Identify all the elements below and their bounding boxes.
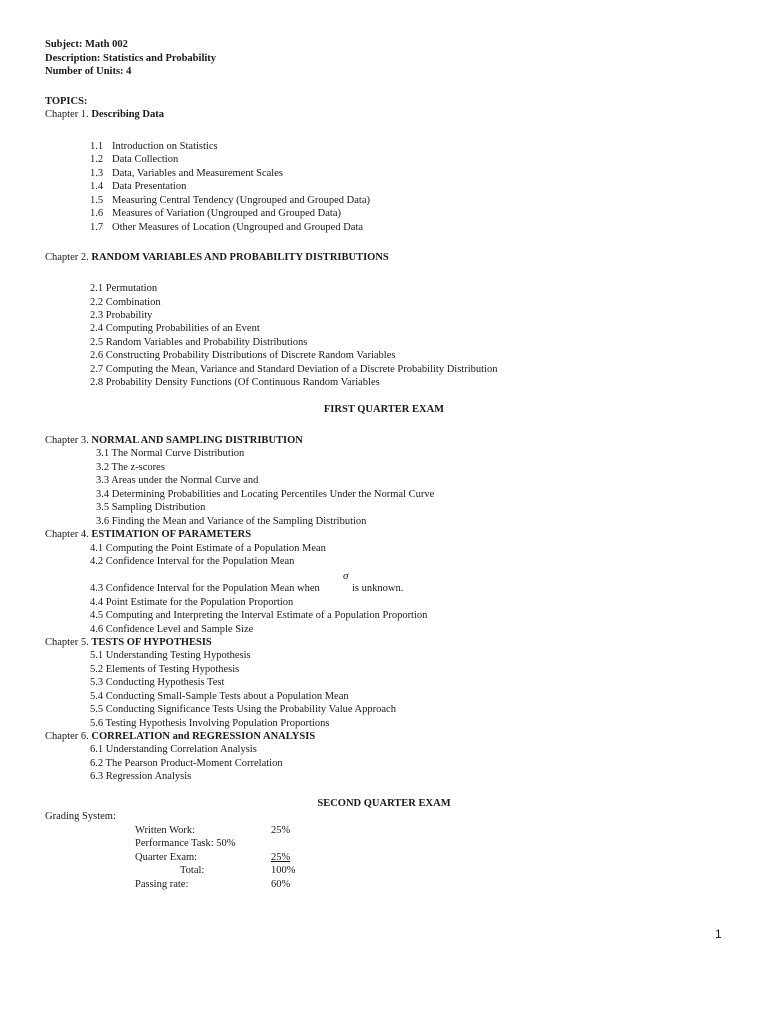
passing-rate-label: Passing rate: — [135, 879, 189, 890]
topics-heading: TOPICS: — [45, 96, 88, 107]
written-work-value: 25% — [271, 825, 291, 836]
chapter-5-heading — [45, 636, 212, 649]
item-number: 1.4 — [90, 181, 104, 192]
chapter-2-heading — [45, 251, 389, 264]
second-quarter-exam-heading: SECOND QUARTER EXAM — [317, 798, 451, 809]
list-item — [90, 140, 218, 153]
chapter-5-title: TESTS OF HYPOTHESIS — [91, 637, 212, 648]
total-label: Total: — [180, 865, 205, 876]
list-item: 3.2 The z-scores — [96, 462, 165, 473]
list-item: 5.4 Conducting Small-Sample Tests about a Population Mean — [90, 691, 349, 702]
list-item: 4.1 Computing the Point Estimate of a Population Mean — [90, 543, 326, 554]
chapter-5-prefix: Chapter 5. — [45, 637, 89, 648]
item-number: 1.7 — [90, 222, 104, 233]
performance-task-line: Performance Task: 50% — [135, 838, 236, 849]
list-item — [90, 582, 320, 595]
item-text: Data Presentation — [112, 181, 187, 192]
list-item: 4.6 Confidence Level and Sample Size — [90, 624, 254, 635]
list-item: 4.2 Confidence Interval for the Population Mean — [90, 556, 295, 567]
item-text: Data, Variables and Measurement Scales — [112, 168, 283, 179]
item-text: Other Measures of Location (Ungrouped and Grouped Data — [112, 222, 364, 233]
list-item: 2.8 Probability Density Functions (Of Continuous Random Variables — [90, 377, 380, 388]
item-number: 1.3 — [90, 168, 104, 179]
chapter-1-title: Describing Data — [91, 109, 164, 120]
item-text: Introduction on Statistics — [112, 141, 218, 152]
list-item — [90, 180, 186, 193]
list-item: 2.7 Computing the Mean, Variance and Standard Deviation of a Discrete Probability Distribution — [90, 364, 498, 375]
list-item: 4.4 Point Estimate for the Population Proportion — [90, 597, 294, 608]
passing-rate-value: 60% — [271, 879, 291, 890]
list-item: 2.2 Combination — [90, 297, 161, 308]
list-item: 3.6 Finding the Mean and Variance of the Sampling Distribution — [96, 516, 367, 527]
chapter-4-heading — [45, 528, 251, 541]
sigma-symbol: σ — [343, 570, 349, 582]
item-text: Measuring Central Tendency (Ungrouped and Grouped Data) — [112, 195, 370, 206]
page-number: 1 — [715, 927, 722, 941]
list-item: 2.5 Random Variables and Probability Distributions — [90, 337, 308, 348]
list-item: 5.5 Conducting Significance Tests Using the Probability Value Approach — [90, 704, 396, 715]
item-text: Measures of Variation (Ungrouped and Grouped Data) — [112, 208, 341, 219]
list-item — [90, 207, 341, 220]
list-item: 3.1 The Normal Curve Distribution — [96, 448, 245, 459]
list-item: 5.2 Elements of Testing Hypothesis — [90, 664, 240, 675]
item-number: 1.1 — [90, 141, 104, 152]
chapter-3-heading — [45, 434, 303, 447]
item-number: 1.5 — [90, 195, 104, 206]
list-item: 3.5 Sampling Distribution — [96, 502, 206, 513]
quarter-exam-value: 25% — [271, 852, 291, 863]
chapter-3-title: NORMAL AND SAMPLING DISTRIBUTION — [91, 435, 303, 446]
chapter-6-heading — [45, 730, 315, 743]
grading-system-heading: Grading System: — [45, 811, 116, 822]
list-item: 5.3 Conducting Hypothesis Test — [90, 677, 225, 688]
item-number: 1.6 — [90, 208, 104, 219]
list-item: 5.1 Understanding Testing Hypothesis — [90, 650, 251, 661]
written-work-label: Written Work: — [135, 825, 196, 836]
list-item — [90, 194, 370, 207]
chapter-4-prefix: Chapter 4. — [45, 529, 89, 540]
total-value: 100% — [271, 865, 296, 876]
first-quarter-exam-heading: FIRST QUARTER EXAM — [323, 404, 445, 415]
list-item: 6.3 Regression Analysis — [90, 771, 192, 782]
subject-line: Subject: Math 002 — [45, 39, 128, 50]
list-item: 2.1 Permutation — [90, 283, 158, 294]
chapter-1-heading — [45, 108, 164, 121]
list-item: 3.4 Determining Probabilities and Locating Percentiles Under the Normal Curve — [96, 489, 435, 500]
list-item: 6.1 Understanding Correlation Analysis — [90, 744, 257, 755]
list-item: 4.5 Computing and Interpreting the Interval Estimate of a Population Proportion — [90, 610, 428, 621]
list-item: 3.3 Areas under the Normal Curve and — [96, 475, 259, 486]
chapter-3-prefix: Chapter 3. — [45, 435, 89, 446]
quarter-exam-label: Quarter Exam: — [135, 852, 198, 863]
description-line: Description: Statistics and Probability — [45, 53, 217, 64]
item-number: 1.2 — [90, 154, 104, 165]
list-item: 2.3 Probability — [90, 310, 153, 321]
list-item: 5.6 Testing Hypothesis Involving Population Proportions — [90, 718, 330, 729]
chapter-1-prefix: Chapter 1. — [45, 109, 89, 120]
chapter-2-prefix: Chapter 2. — [45, 252, 89, 263]
list-item: 2.4 Computing Probabilities of an Event — [90, 323, 260, 334]
item-43-text-end: is unknown. — [352, 583, 404, 594]
item-43-text-start: 4.3 Confidence Interval for the Population Mean when — [90, 583, 320, 594]
units-line: Number of Units: 4 — [45, 66, 132, 77]
item-text: Data Collection — [112, 154, 179, 165]
list-item: 2.6 Constructing Probability Distributions of Discrete Random Variables — [90, 350, 396, 361]
list-item — [90, 153, 178, 166]
chapter-2-title: RANDOM VARIABLES AND PROBABILITY DISTRIBUTIONS — [91, 252, 389, 263]
list-item — [90, 167, 283, 180]
chapter-6-title: CORRELATION and REGRESSION ANALYSIS — [91, 731, 316, 742]
chapter-6-prefix: Chapter 6. — [45, 731, 89, 742]
chapter-4-title: ESTIMATION OF PARAMETERS — [91, 529, 252, 540]
list-item — [90, 221, 363, 234]
list-item: 6.2 The Pearson Product-Moment Correlation — [90, 758, 283, 769]
